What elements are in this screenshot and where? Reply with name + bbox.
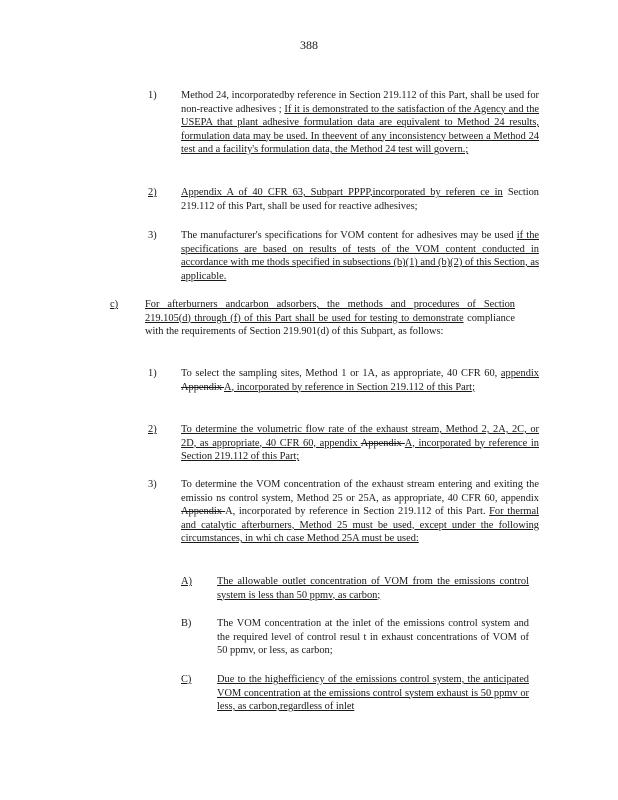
text-run: The manufacturer's specifications for VOM content for adhesives may be used [181,230,517,241]
deleted-text: Appendix [181,381,225,393]
inserted-text: If it is demonstrated to the satisfaction of the Agency and the USEPA that plant adhesive formulation data are equivalent to Method 24 results, formulation data may be used. In theevent of any inconsistency between a Method 24 test and a facility's formulation data, the Method 24 test will govern.; [181,103,540,155]
deleted-text: Appendix [360,437,405,449]
paragraph-inlet-concentration [217,617,529,658]
item-label: A) [181,576,192,587]
deleted-text: Appendix [181,506,226,517]
text-run: To determine the VOM concentration of the exhaust stream entering and exiting the emissio ns control system, Method 25 or 25A, as appropriate, 40 CFR 60, appendix [181,479,539,504]
item-label: 3) [148,230,157,241]
inserted-text: A, incorporated by reference in Section 219.112 of this Part; [224,381,475,393]
inserted-text: Due to the highefficiency of the emissions control system, the anticipated VOM concentration at the emissions control system exhaust is 50 ppmv or less, as carbon,regardless of inlet [217,674,529,712]
text-run: Section 219.112 of this Part, shall be used for reactive adhesives; [181,187,539,212]
paragraph-manufacturer-specs [181,229,539,283]
inserted-text: Appendix A of 40 CFR 63, Subpart PPPP,incorporated by referen ce in [181,187,503,198]
text-run: Method 24, incorporatedby reference in Section 219.112 of this Part, shall be used for non-reactive adhesives ; [181,90,539,115]
item-label: c) [110,299,119,310]
item-label: 1) [148,90,157,101]
item-label: C) [181,674,192,685]
paragraph-allowable-outlet [217,575,529,602]
inserted-text: A, incorporated by reference in Section 219.112 of this Part; [181,437,539,462]
item-label: 3) [148,479,157,490]
text-run: compliance with the requirements of Section 219.901(d) of this Subpart, as follows: [145,312,515,337]
text-run: The VOM concentration at the inlet of the emissions control system and the required level of control resul t in exhaust concentrations of VOM of 50 ppmv, or less, as carbon; [217,618,529,656]
page-number: 388 [300,38,318,52]
item-label: 2) [148,187,157,198]
inserted-text: For thermal and catalytic afterburners, Method 25 must be used, except under the following circumstances, in whi ch case Method 25A must be used: [181,506,539,544]
inserted-text: The allowable outlet concentration of VOM from the emissions control system is less than 50 ppmv, as carbon; [217,576,529,601]
paragraph-high-efficiency [217,673,529,714]
item-label: 1) [148,368,157,379]
paragraph-sampling-sites [181,367,539,394]
item-label: 2) [148,424,157,435]
inserted-text: To determine the volumetric flow rate of the exhaust stream, Method 2, 2A, 2C, or 2D, as appropriate, 40 CFR 60, appendix [181,424,539,449]
inserted-text: For afterburners andcarbon adsorbers, the methods and procedures of Section 219.105(d) through (f) of this Part shall be used for testing to demonstrate [145,299,515,324]
paragraph-flow-rate [181,423,539,464]
item-label: B) [181,618,192,629]
inserted-text: appendix [500,368,539,379]
text-run: To select the sampling sites, Method 1 or 1A, as appropriate, 40 CFR 60, [181,368,501,379]
text-run: A, incorporated by reference in Section 219.112 of this Part. [225,506,490,517]
paragraph-vom-concentration [181,478,539,546]
paragraph-appendix-a [181,186,539,213]
paragraph-afterburners [145,298,515,339]
inserted-text: if the specifications are based on results of tests of the VOM content conducted in accordance with me thods specified in subsections (b)(1) and (b)(2) of this Section, as applicable. [181,230,540,282]
paragraph-method-24 [181,89,539,157]
